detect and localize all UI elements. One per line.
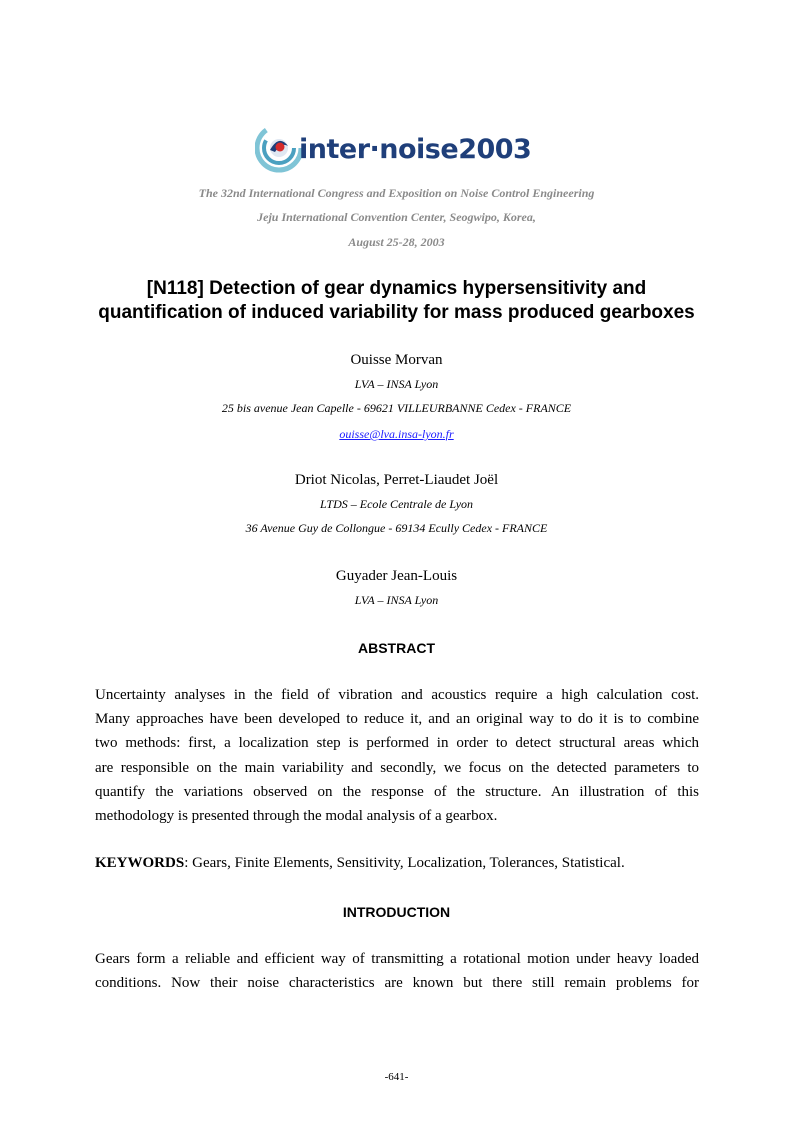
author-address: 25 bis avenue Jean Capelle - 69621 VILLEURBANNE Cedex - FRANCE — [221, 401, 572, 415]
abstract-line: quantify the variations observed on the response of the structure. An illustration of this — [95, 783, 699, 800]
introduction-heading: INTRODUCTION — [342, 904, 451, 920]
conference-name: The 32nd International Congress and Exposition on Noise Control Engineering — [198, 186, 595, 200]
abstract-line: Uncertainty analyses in the field of vibration and acoustics require a high calculation cost. — [95, 687, 699, 703]
author-affiliation: LVA – INSA Lyon — [354, 377, 439, 391]
keywords-text: : Gears, Finite Elements, Sensitivity, Localization, Tolerances, Statistical. — [184, 855, 625, 871]
abstract-heading: ABSTRACT — [358, 640, 435, 656]
author-affiliation: LTDS – Ecole Centrale de Lyon — [319, 497, 474, 511]
conference-dates: August 25-28, 2003 — [348, 235, 445, 249]
introduction-line: conditions. Now their noise characteristics are known but there still remain problems for — [95, 975, 699, 992]
page-number: -641- — [384, 1071, 409, 1083]
author-name: Ouisse Morvan — [350, 352, 443, 368]
introduction-body — [95, 947, 699, 995]
keywords-label: KEYWORDS — [95, 855, 185, 871]
keywords — [95, 855, 625, 872]
author-address: 36 Avenue Guy de Collongue - 69134 Ecully Cedex - FRANCE — [245, 521, 548, 535]
abstract-line: Many approaches have been developed to reduce it, and an original way to do it is to combine — [95, 711, 699, 728]
introduction-line: Gears form a reliable and efficient way of transmitting a rotational motion under heavy loaded — [95, 951, 699, 967]
abstract-body — [95, 683, 699, 828]
logo-wordmark: inter·noise2003 — [299, 134, 532, 165]
author-name: Driot Nicolas, Perret-Liaudet Joël — [294, 472, 499, 488]
author-email-row — [0, 425, 793, 443]
abstract-line: are responsible on the main variability and secondly, we focus on the detected parameters to — [95, 759, 699, 776]
conference-logo — [255, 120, 545, 176]
abstract-line: two methods: first, a localization step is performed in order to detect structural areas which — [95, 735, 699, 752]
paper-title — [60, 277, 733, 325]
author-email-link[interactable]: ouisse@lva.insa-lyon.fr — [339, 427, 454, 441]
abstract-line: methodology is presented through the modal analysis of a gearbox. — [95, 808, 498, 825]
title-line: quantification of induced variability for mass produced gearboxes — [98, 302, 695, 323]
title-line: [N118] Detection of gear dynamics hypersensitivity and — [146, 278, 647, 299]
author-name: Guyader Jean-Louis — [335, 568, 458, 584]
author-affiliation: LVA – INSA Lyon — [354, 593, 439, 607]
conference-venue: Jeju International Convention Center, Seogwipo, Korea, — [257, 210, 536, 224]
